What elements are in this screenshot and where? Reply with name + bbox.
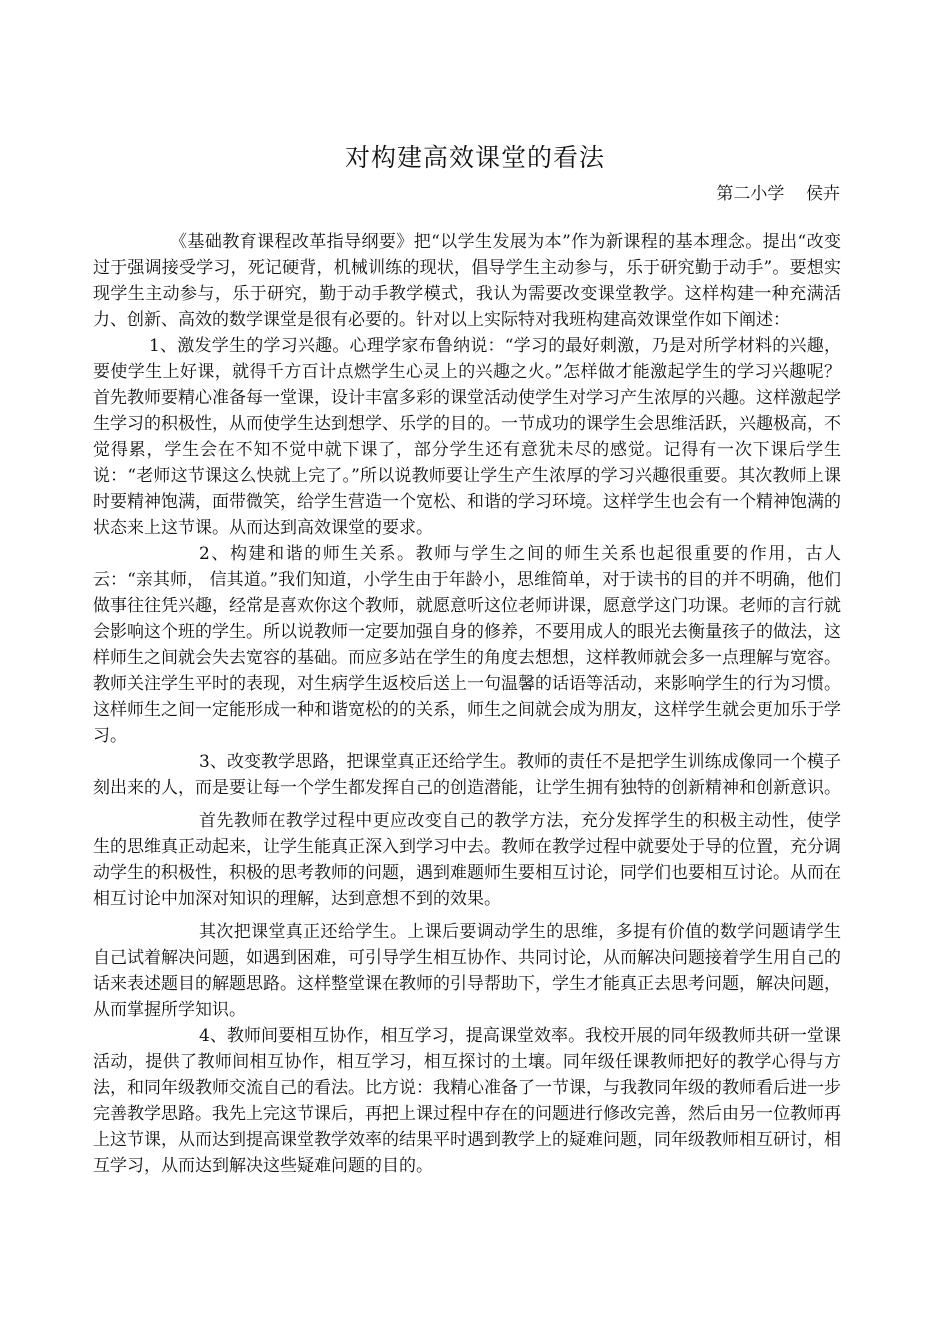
paragraph-point-3-first: 首先教师在教学过程中更应改变自己的教学方法，充分发挥学生的积极主动性，使学生的思维真正动起来，让学生能真正深入到学习中去。教师在教学过程中就要处于导的位置，充分调动学生的积极性，积极的思考教师的问题，遇到难题师生要相互讨论，同学们也要相互讨论。从而在相互讨论中加深对知识的理解，达到意想不到的效果。 [93, 811, 841, 909]
document-body [93, 227, 841, 1179]
paragraph-point-3-second: 其次把课堂真正还给学生。上课后要调动学生的思维，多提有价值的数学问题请学生自己试着解决问题，如遇到困难，可引导学生相互协作、共同讨论，从而解决问题接着学生用自己的话来表述题目的解题思路。这样整堂课在教师的引导帮助下，学生才能真正去思考问题，解决问题，从而掌握所学知识。 [93, 922, 841, 1020]
paragraph-point-3: 3、改变教学思路，把课堂真正还给学生。教师的责任不是把学生训练成像同一个模子刻出来的人，而是要让每一个学生都发挥自己的创造潜能，让学生拥有独特的创新精神和创新意识。 [93, 752, 841, 798]
paragraph-point-2: 2、构建和谐的师生关系。教师与学生之间的师生关系也起很重要的作用，古人云：“亲其师， 信其道。”我们知道，小学生由于年龄小，思维简单，对于读书的目的并不明确，他们做事往往凭兴趣，经常是喜欢你这个教师，就愿意听这位老师讲课，愿意学这门功课。老师的言行就会影响这个班的学生。所以说教师一定要加强自身的修养，不要用成人的眼光去衡量孩子的做法，这样师生之间就会失去宽容的基础。而应多站在学生的角度去想想，这样教师就会多一点理解与宽容。教师关注学生平时的表现，对生病学生返校后送上一句温馨的话语等活动，来影响学生的行为习惯。这样师生之间一定能形成一种和谐宽松的的关系，师生之间就会成为朋友，这样学生就会更加乐于学习。 [93, 544, 841, 746]
paragraph-point-4: 4、教师间要相互协作，相互学习，提高课堂效率。我校开展的同年级教师共研一堂课活动，提供了教师间相互协作，相互学习，相互探讨的土壤。同年级任课教师把好的教学心得与方法，和同年级教师交流自己的看法。比方说：我精心准备了一节课，与我教同年级的教师看后进一步完善教学思路。我先上完这节课后，再把上课过程中存在的问题进行修改完善，然后由另一位教师再上这节课，从而达到提高课堂教学效率的结果平时遇到教学上的疑难问题，同年级教师相互研讨，相互学习，从而达到解决这些疑难问题的目的。 [93, 1026, 841, 1176]
document-title: 对构建高效课堂的看法 [344, 143, 605, 172]
paragraph-point-1: 1、激发学生的学习兴趣。心理学家布鲁纳说：“学习的最好刺激，乃是对所学材料的兴趣，要使学生上好课，就得千方百计点燃学生心灵上的兴趣之火。”怎样做才能激起学生的学习兴趣呢？首先教师要精心准备每一堂课，设计丰富多彩的课堂活动使学生对学习产生浓厚的兴趣。这样激起学生学习的积极性，从而使学生达到想学、乐学的目的。一节成功的课学生会思维活跃，兴趣极高，不觉得累，学生会在不知不觉中就下课了，部分学生还有意犹未尽的感觉。记得有一次下课后学生说：“老师这节课这么快就上完了。”所以说教师要让学生产生浓厚的学习兴趣很重要。其次教师上课时要精神饱满，面带微笑，给学生营造一个宽松、和谐的学习环境。这样学生也会有一个精神饱满的状态来上这节课。从而达到高效课堂的要求。 [93, 336, 841, 538]
paragraph-intro: 《基础教育课程改革指导纲要》把“以学生发展为本”作为新课程的基本理念。提出“改变过于强调接受学习，死记硬背，机械训练的现状，倡导学生主动参与，乐于研究勤于动手”。要想实现学生主动参与，乐于研究，勤于动手教学模式，我认为需要改变课堂教学。这样构建一种充满活力、创新、高效的数学课堂是很有必要的。针对以上实际特对我班构建高效课堂作如下阐述： [93, 232, 841, 330]
author-line: 第二小学 侯卉 [716, 184, 840, 204]
